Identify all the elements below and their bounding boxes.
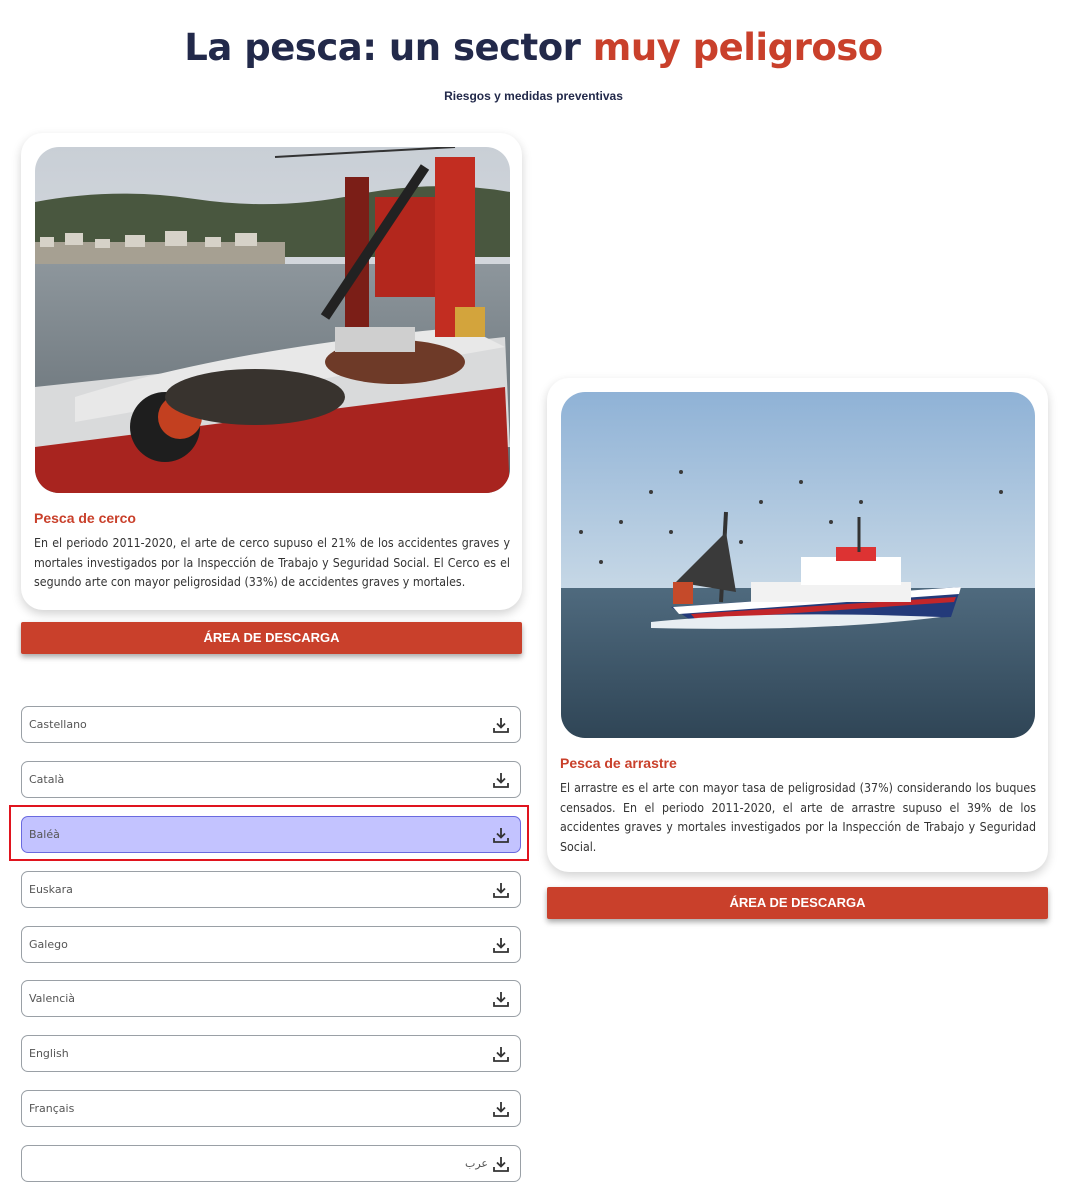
language-label: Català [29, 773, 65, 786]
language-download-catala[interactable] [21, 761, 521, 798]
download-icon [492, 1045, 510, 1063]
card-arrastre-title: Pesca de arrastre [560, 755, 677, 771]
download-icon [492, 1155, 510, 1173]
card-cerco-text: En el periodo 2011-2020, el arte de cerco supuso el 21% de los accidentes graves y mortales investigados por la Inspección de Trabajo y Seguridad Social. El Cerco es el segundo arte con mayor peligrosidad (33%) de accidentes graves y mortales. [34, 536, 510, 589]
cerco-download-button[interactable]: ÁREA DE DESCARGA [21, 622, 522, 654]
download-icon [492, 881, 510, 899]
language-download-galego[interactable] [21, 926, 521, 963]
language-download-english[interactable] [21, 1035, 521, 1072]
download-icon [492, 936, 510, 954]
language-label: Euskara [29, 883, 73, 896]
page-title [0, 26, 1067, 69]
download-icon [492, 716, 510, 734]
language-download-euskara[interactable] [21, 871, 521, 908]
language-download-francais[interactable] [21, 1090, 521, 1127]
language-label: English [29, 1047, 69, 1060]
title-accent: muy peligroso [592, 26, 883, 69]
download-icon [492, 990, 510, 1008]
page-subtitle: Riesgos y medidas preventivas [444, 89, 623, 103]
language-label: عرب [465, 1157, 488, 1170]
arrastre-boat-image [561, 392, 1035, 738]
arrastre-download-button[interactable]: ÁREA DE DESCARGA [547, 887, 1048, 919]
language-download-valencia[interactable] [21, 980, 521, 1017]
cerco-boat-image [35, 147, 510, 493]
highlight-frame [9, 805, 529, 861]
language-download-arabic[interactable] [21, 1145, 521, 1182]
language-label: Castellano [29, 718, 87, 731]
download-icon [492, 1100, 510, 1118]
language-label: Valencià [29, 992, 76, 1005]
language-download-castellano[interactable] [21, 706, 521, 743]
card-cerco-title: Pesca de cerco [34, 510, 136, 526]
download-icon [492, 771, 510, 789]
language-label: Baléà [29, 828, 60, 841]
language-label: Galego [29, 938, 68, 951]
language-label: Français [29, 1102, 75, 1115]
card-arrastre-text: El arrastre es el arte con mayor tasa de peligrosidad (37%) considerando los buques censados. En el periodo 2011-2020, el arte de arrastre supuso el 39% de los accidentes graves y mortales investigados por la Inspección de Trabajo y Seguridad Social. [560, 781, 1036, 854]
title-main: La pesca: un sector [184, 26, 593, 69]
